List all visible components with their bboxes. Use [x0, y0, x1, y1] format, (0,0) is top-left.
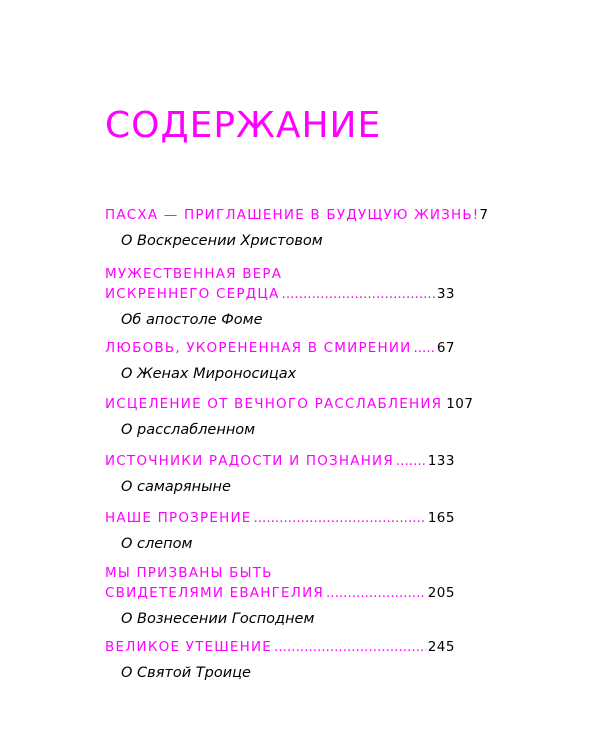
toc-entry-title-line2: СВИДЕТЕЛЯМИ ЕВАНГЕЛИЯ	[105, 585, 324, 601]
toc-entry-title: ЛЮБОВЬ, УКОРЕНЕННАЯ В СМИРЕНИИ	[105, 340, 412, 356]
toc-entry-title-line1: МЫ ПРИЗВАНЫ БЫТЬ	[105, 565, 273, 581]
toc-entry[interactable]	[105, 338, 455, 384]
leader-dots	[396, 451, 426, 471]
toc-entry-subtitle: О слепом	[121, 536, 193, 552]
toc-entry-page: 205	[427, 585, 455, 601]
toc-entry-subtitle: О самаряныне	[121, 479, 231, 495]
toc-entry-page: 33	[436, 286, 455, 302]
toc-entry[interactable]	[105, 264, 455, 330]
leader-dots	[274, 637, 426, 657]
toc-entry-page: 245	[427, 639, 455, 655]
toc-entry-title-line2: ИСКРЕННЕГО СЕРДЦА	[105, 286, 280, 302]
toc-entry[interactable]	[105, 205, 489, 251]
toc-entry-subtitle: О Женах Мироносицах	[121, 366, 297, 382]
toc-entry-page: 7	[479, 207, 489, 223]
toc-entry-page: 133	[427, 453, 455, 469]
toc-entry-title-line1: МУЖЕСТВЕННАЯ ВЕРА	[105, 266, 283, 282]
toc-entry-title: ПАСХА — ПРИГЛАШЕНИЕ В БУДУЩУЮ ЖИЗНЬ!	[105, 207, 480, 223]
leader-dots	[326, 583, 426, 603]
toc-entry[interactable]	[105, 451, 455, 497]
toc-entry[interactable]	[105, 508, 455, 554]
leader-dots	[253, 508, 425, 528]
toc-entry-page: 107	[446, 396, 474, 412]
leader-dots	[282, 284, 435, 304]
toc-entry-subtitle: О Воскресении Христовом	[121, 233, 323, 249]
toc-entry-subtitle: Об апостоле Фоме	[121, 312, 263, 328]
toc-entry-subtitle: О Святой Троице	[121, 665, 251, 681]
toc-entry-page: 165	[427, 510, 455, 526]
toc-entry-title: ИСЦЕЛЕНИЕ ОТ ВЕЧНОГО РАССЛАБЛЕНИЯ	[105, 396, 443, 412]
toc-entry-title: ИСТОЧНИКИ РАДОСТИ И ПОЗНАНИЯ	[105, 453, 394, 469]
toc-entry-page: 67	[436, 340, 455, 356]
toc-entry-title: НАШЕ ПРОЗРЕНИЕ	[105, 510, 252, 526]
toc-entry-subtitle: О расслабленном	[121, 422, 256, 438]
page-title: СОДЕРЖАНИЕ	[105, 105, 382, 146]
toc-entry[interactable]	[105, 563, 455, 629]
leader-dots	[413, 338, 434, 358]
toc-entry[interactable]	[105, 637, 455, 683]
toc-entry-subtitle: О Вознесении Господнем	[121, 611, 315, 627]
toc-entry-title: ВЕЛИКОЕ УТЕШЕНИЕ	[105, 639, 273, 655]
toc-entry[interactable]	[105, 394, 474, 440]
